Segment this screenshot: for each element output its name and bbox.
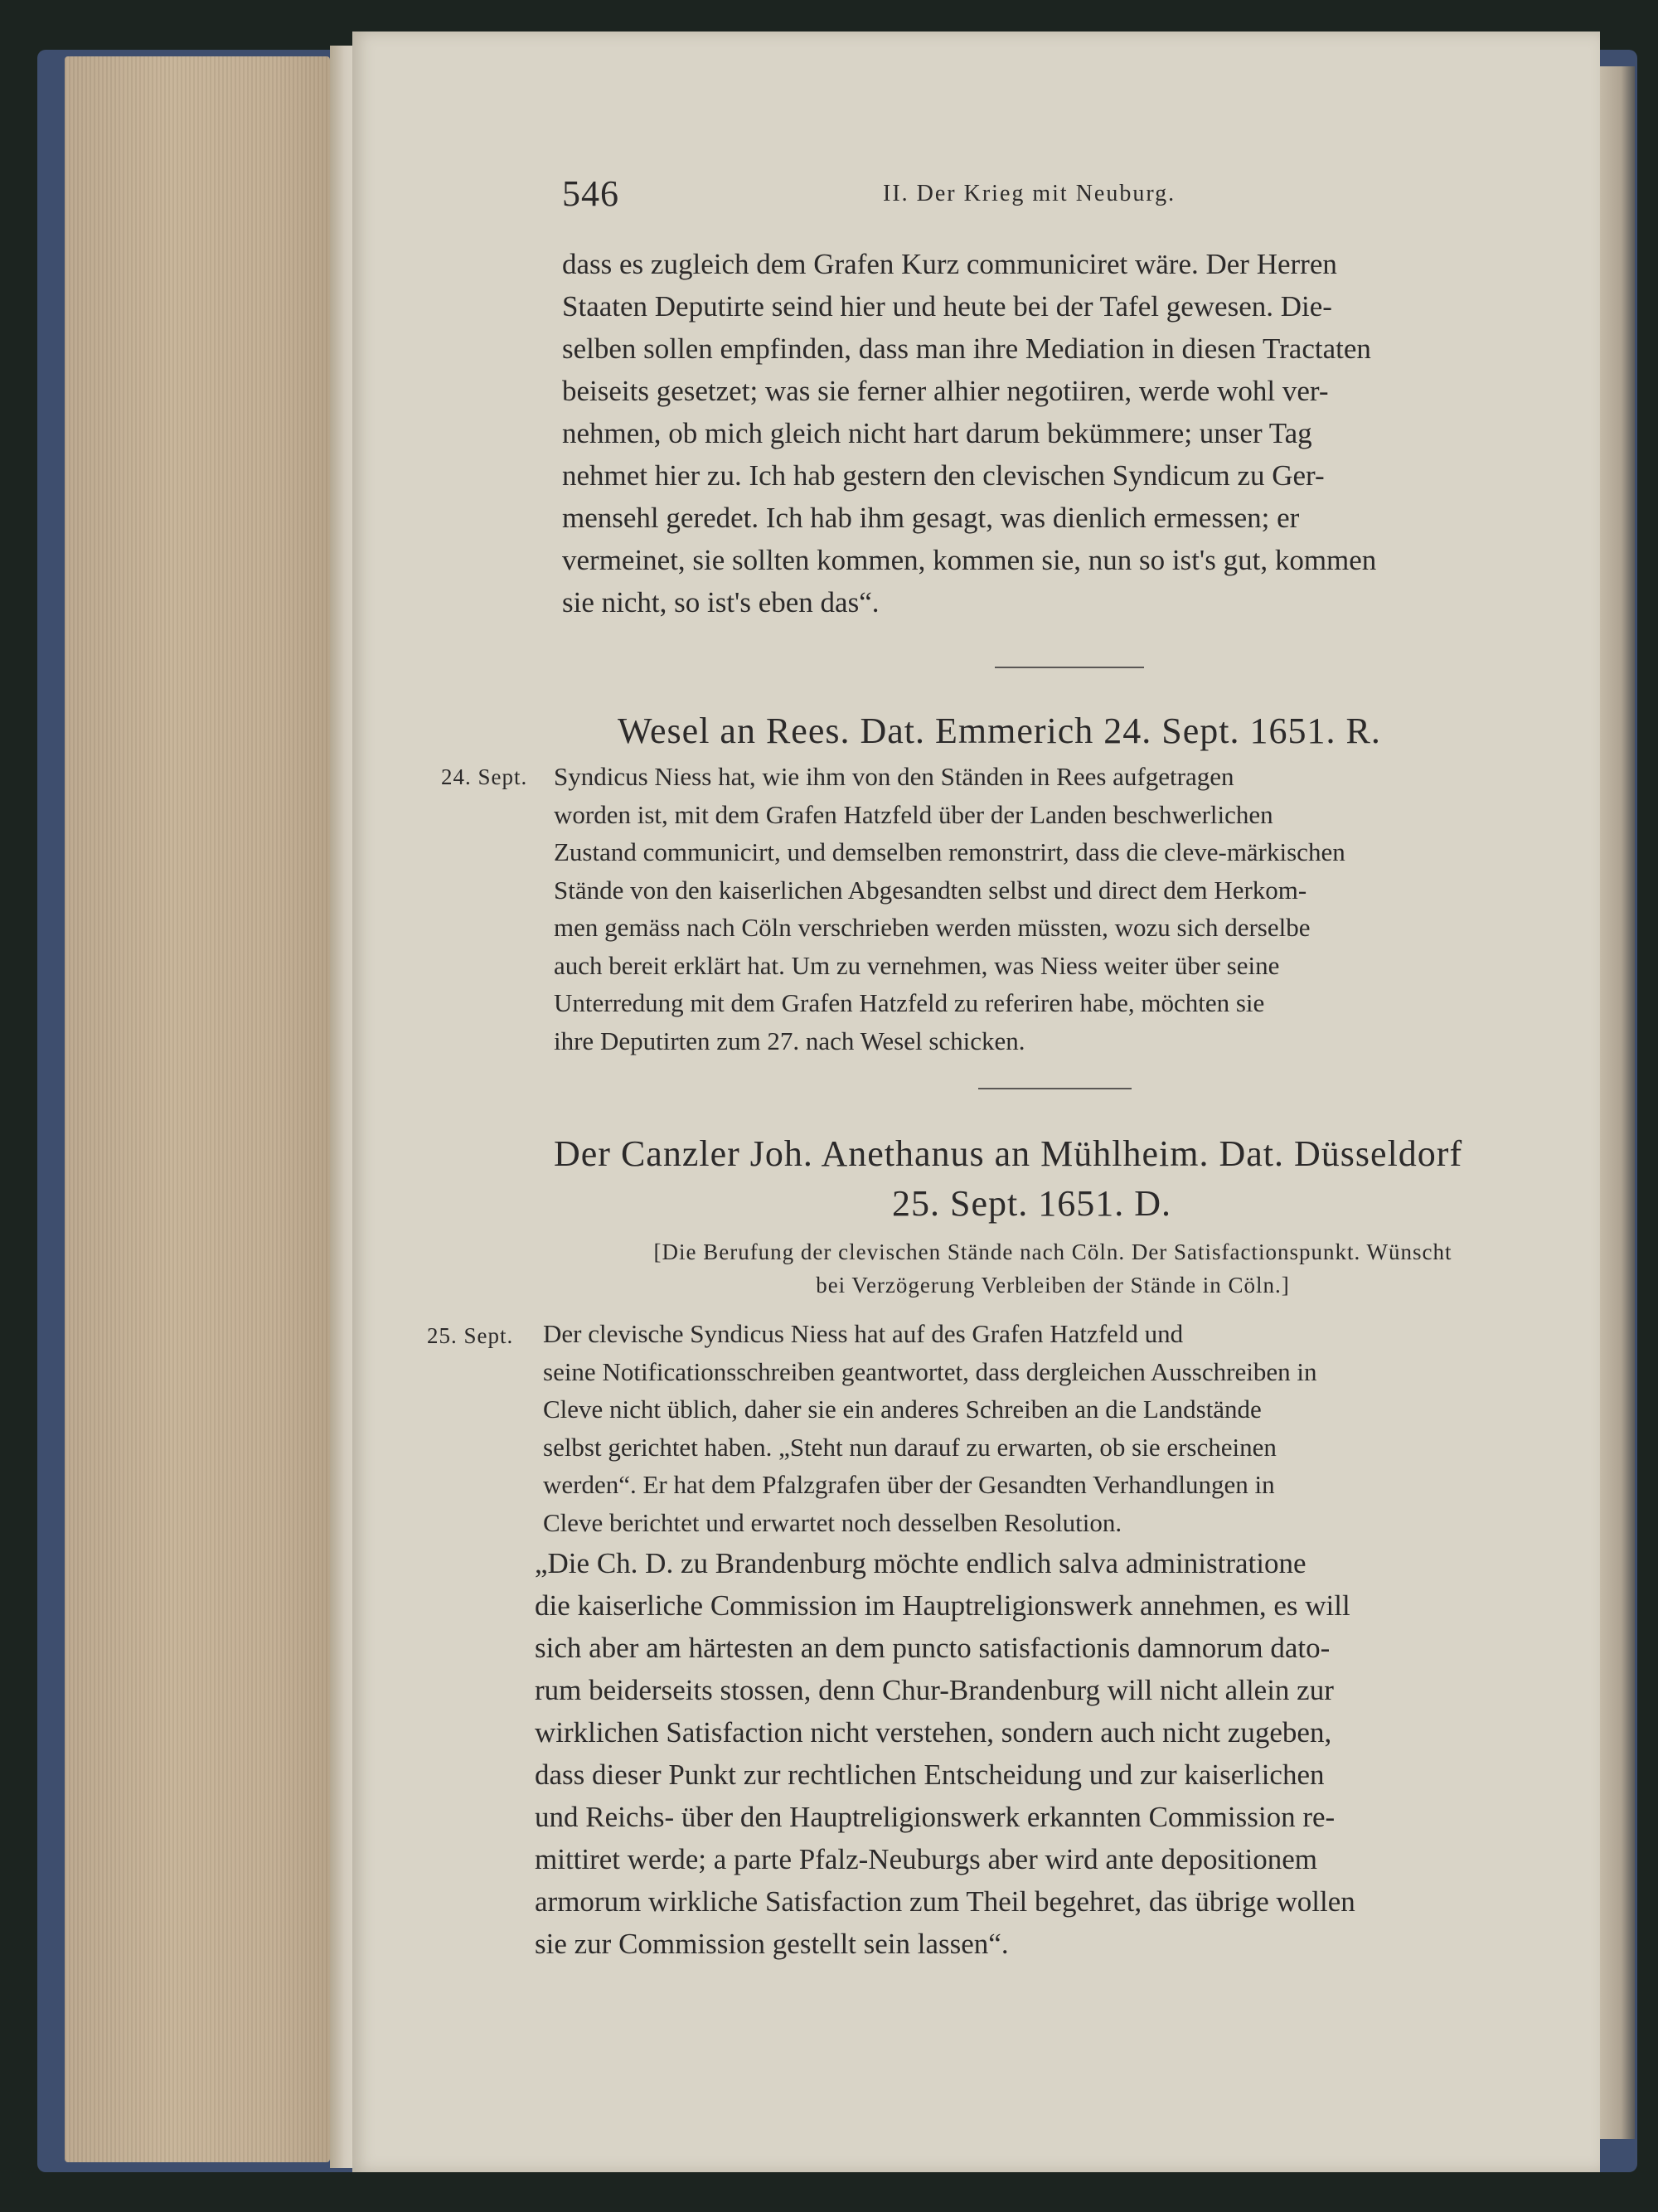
text-line: ihre Deputirten zum 27. nach Wesel schicken. <box>554 1026 1025 1055</box>
paragraph-continued <box>562 243 1561 623</box>
date-sidenote-24-sept: 24. Sept. <box>441 764 528 789</box>
section-body-wesel <box>554 758 1553 1060</box>
text-line: Staaten Deputirte seind hier und heute bei der Tafel gewesen. Die- <box>562 290 1332 323</box>
text-line: armorum wirkliche Satisfaction zum Theil begehret, das übrige wollen <box>535 1885 1355 1918</box>
section-body-anethanus <box>543 1315 1550 1541</box>
text-line: Cleve nicht üblich, daher sie ein anderes Schreiben an die Landstände <box>543 1395 1262 1424</box>
text-line: Syndicus Niess hat, wie ihm von den Ständen in Rees aufgetragen <box>554 762 1234 791</box>
text-line: werden“. Er hat dem Pfalzgrafen über der Gesandten Verhandlungen in <box>543 1470 1275 1499</box>
text-line: Zustand communicirt, und demselben remonstrirt, dass die cleve-märkischen <box>554 837 1345 866</box>
summary-line: [Die Berufung der clevischen Stände nach Cöln. Der Satisfactionspunkt. Wünscht <box>653 1239 1452 1264</box>
text-line: und Reichs- über den Hauptreligionswerk erkannten Commission re- <box>535 1801 1336 1833</box>
text-line: selben sollen empfinden, dass man ihre Mediation in diesen Tractaten <box>562 332 1371 365</box>
text-line: nehmet hier zu. Ich hab gestern den clevischen Syndicum zu Ger- <box>562 459 1325 492</box>
summary-line: bei Verzögerung Verbleiben der Stände in Cöln.] <box>816 1273 1290 1298</box>
text-line: Der clevische Syndicus Niess hat auf des Grafen Hatzfeld und <box>543 1319 1184 1348</box>
section-heading-anethanus-line1: Der Canzler Joh. Anethanus an Mühlheim. Dat. Düsseldorf <box>554 1133 1463 1174</box>
text-line: Stände von den kaiserlichen Abgesandten selbst und direct dem Herkom- <box>554 875 1307 905</box>
text-line: dass es zugleich dem Grafen Kurz communiciret wäre. Der Herren <box>562 248 1337 280</box>
quoted-passage <box>535 1542 1542 1965</box>
section-heading-wesel: Wesel an Rees. Dat. Emmerich 24. Sept. 1651. R. <box>618 711 1381 751</box>
section-divider <box>978 1088 1132 1089</box>
text-line: vermeinet, sie sollten kommen, kommen sie, nun so ist's gut, kommen <box>562 544 1377 576</box>
text-line: selbst gerichtet haben. „Steht nun darauf zu erwarten, ob sie erscheinen <box>543 1432 1277 1462</box>
text-line: Cleve berichtet und erwartet noch desselben Resolution. <box>543 1507 1122 1537</box>
text-line: Unterredung mit dem Grafen Hatzfeld zu referiren habe, möchten sie <box>554 988 1265 1017</box>
text-line: beiseits gesetzet; was sie ferner alhier negotiiren, werde wohl ver- <box>562 375 1329 407</box>
text-line: dass dieser Punkt zur rechtlichen Entscheidung und zur kaiserlichen <box>535 1758 1325 1791</box>
text-line: seine Notificationsschreiben geantwortet, dass dergleichen Ausschreiben in <box>543 1356 1317 1386</box>
text-line: sie nicht, so ist's eben das“. <box>562 586 880 618</box>
text-line: rum beiderseits stossen, denn Chur-Brandenburg will nicht allein zur <box>535 1674 1334 1706</box>
text-line: die kaiserliche Commission im Hauptreligionswerk annehmen, es will <box>535 1589 1350 1622</box>
running-head: II. Der Krieg mit Neuburg. <box>883 181 1176 206</box>
page-gutter <box>330 46 355 2168</box>
text-line: men gemäss nach Cöln verschrieben werden müssten, wozu sich derselbe <box>554 913 1311 942</box>
text-line: mittiret werde; a parte Pfalz-Neuburgs aber wird ante depositionem <box>535 1843 1318 1875</box>
section-summary <box>543 1235 1563 1302</box>
date-sidenote-25-sept: 25. Sept. <box>427 1323 514 1348</box>
section-divider <box>995 667 1144 668</box>
text-line: sich aber am härtesten an dem puncto satisfactionis damnorum dato- <box>535 1632 1331 1664</box>
text-line: „Die Ch. D. zu Brandenburg möchte endlich salva administratione <box>535 1547 1307 1579</box>
text-line: sie zur Commission gestellt sein lassen“. <box>535 1928 1009 1960</box>
section-heading-anethanus-line2: 25. Sept. 1651. D. <box>892 1183 1171 1224</box>
page-number: 546 <box>562 173 619 214</box>
text-line: mensehl geredet. Ich hab ihm gesagt, was dienlich ermessen; er <box>562 502 1300 534</box>
text-line: nehmen, ob mich gleich nicht hart darum bekümmere; unser Tag <box>562 417 1312 449</box>
page-edges <box>65 56 330 2162</box>
text-line: auch bereit erklärt hat. Um zu vernehmen, was Niess weiter über seine <box>554 950 1280 980</box>
right-page-edges <box>1600 66 1635 2139</box>
text-line: wirklichen Satisfaction nicht verstehen, sondern auch nicht zugeben, <box>535 1716 1332 1749</box>
text-line: worden ist, mit dem Grafen Hatzfeld über der Landen beschwerlichen <box>554 799 1273 829</box>
